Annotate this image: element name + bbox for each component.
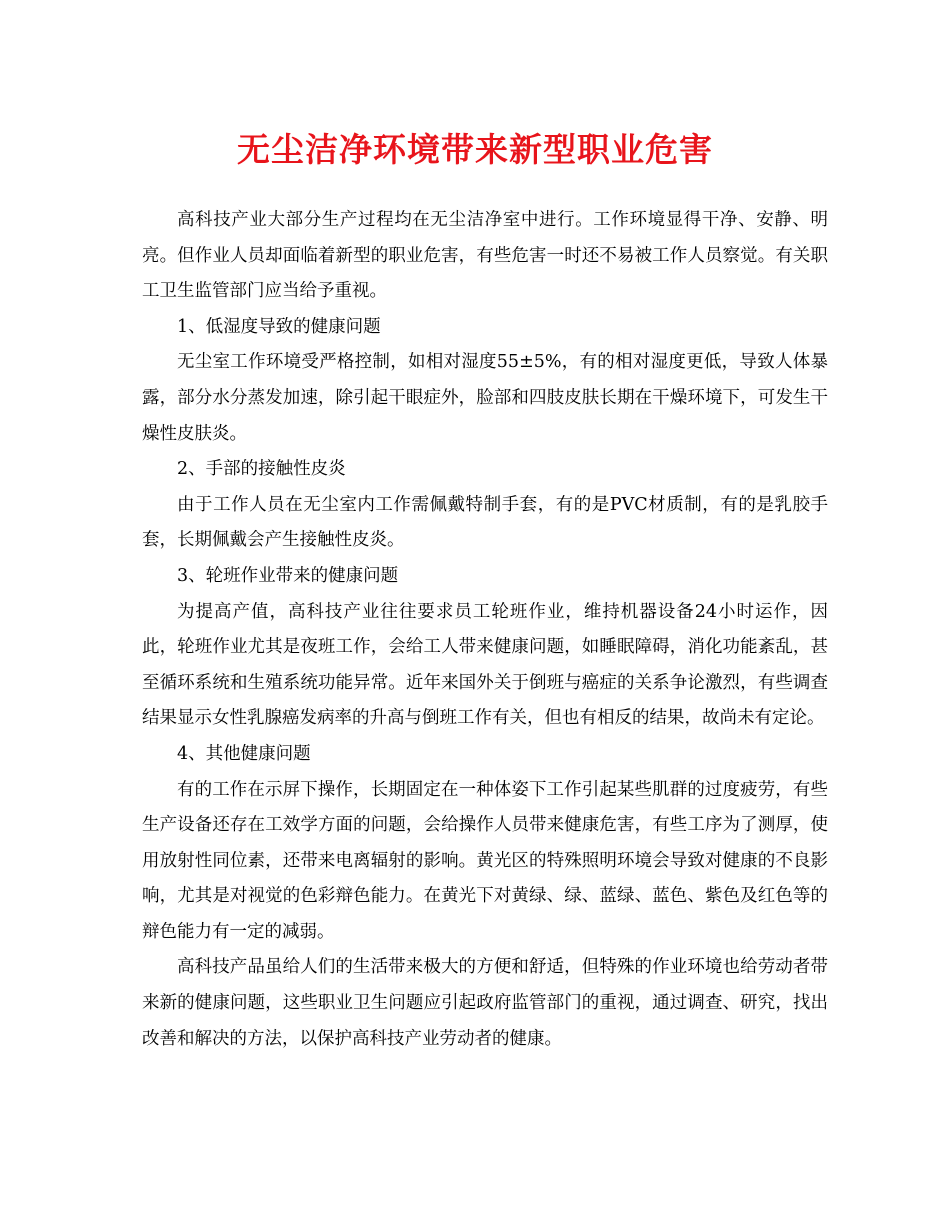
paragraph-contact-dermatitis: 由于工作人员在无尘室内工作需佩戴特制手套，有的是PVC材质制，有的是乳胶手套，长期佩戴会产生接触性皮炎。 <box>142 494 828 551</box>
paragraph-shift-work: 为提高产值，高科技产业往往要求员工轮班作业，维持机器设备24小时运作，因此，轮班作业尤其是夜班工作，会给工人带来健康问题，如睡眠障碍，消化功能紊乱，甚至循环系统和生殖系统功能异常。近年来国外关于倒班与癌症的关系争论激烈，有些调查结果显示女性乳腺癌发病率的升高与倒班工作有关，但也有相反的结果，故尚未有定论。 <box>142 601 828 729</box>
paragraph-low-humidity: 无尘室工作环境受严格控制，如相对湿度55±5%，有的相对湿度更低，导致人体暴露，部分水分蒸发加速，除引起干眼症外，脸部和四肢皮肤长期在干燥环境下，可发生干燥性皮肤炎。 <box>142 352 828 444</box>
document-body <box>142 203 828 1057</box>
paragraph-conclusion: 高科技产品虽给人们的生活带来极大的方便和舒适，但特殊的作业环境也给劳动者带来新的健康问题，这些职业卫生问题应引起政府监管部门的重视，通过调查、研究，找出改善和解决的方法，以保护高科技产业劳动者的健康。 <box>142 957 828 1049</box>
section-heading-1: 1、低湿度导致的健康问题 <box>177 316 381 337</box>
section-heading-2: 2、手部的接触性皮炎 <box>177 459 346 480</box>
paragraph-other-issues: 有的工作在示屏下操作，长期固定在一种体姿下工作引起某些肌群的过度疲劳，有些生产设备还存在工效学方面的问题，会给操作人员带来健康危害，有些工序为了测厚，使用放射性同位素，还带来电离辐射的影响。黄光区的特殊照明环境会导致对健康的不良影响，尤其是对视觉的色彩辩色能力。在黄光下对黄绿、绿、蓝绿、蓝色、紫色及红色等的辩色能力有一定的减弱。 <box>142 779 828 942</box>
section-heading-4: 4、其他健康问题 <box>177 743 311 764</box>
paragraph-intro: 高科技产业大部分生产过程均在无尘洁净室中进行。工作环境显得干净、安静、明亮。但作业人员却面临着新型的职业危害，有些危害一时还不易被工作人员察觉。有关职工卫生监管部门应当给予重视。 <box>142 210 828 302</box>
document-title: 无尘洁净环境带来新型职业危害 <box>237 130 713 169</box>
section-heading-3: 3、轮班作业带来的健康问题 <box>177 565 399 586</box>
